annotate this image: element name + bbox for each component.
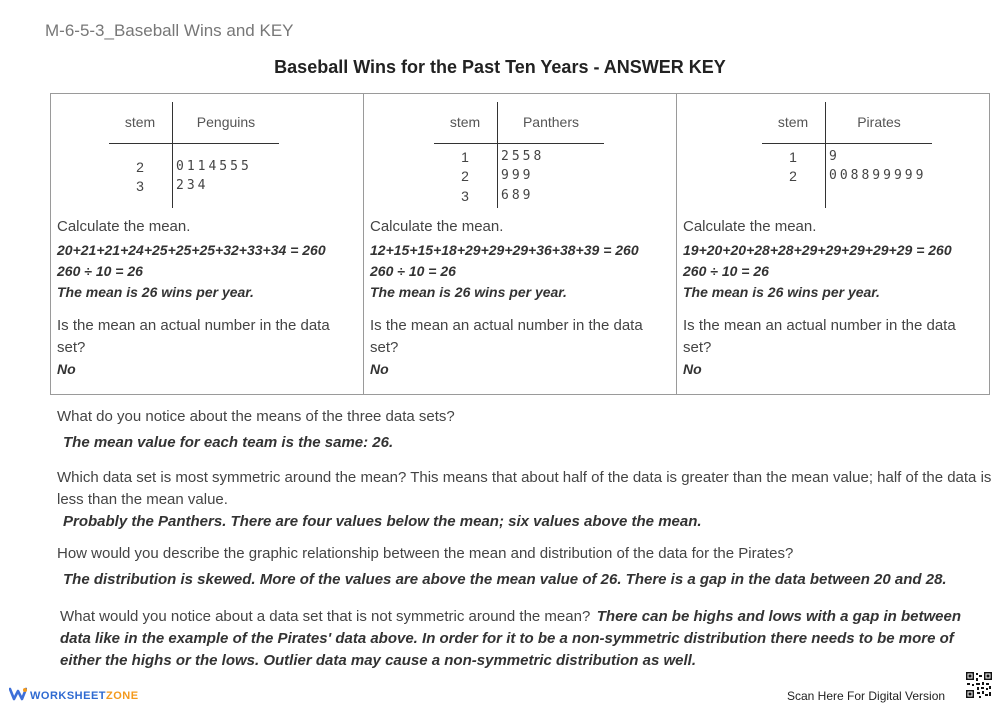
panel-pirates (677, 94, 989, 394)
sum-line: 20+21+21+24+25+25+25+32+33+34 = 260 (57, 242, 326, 258)
mean-line: The mean is 26 wins per year. (370, 284, 567, 300)
plot-row (434, 149, 604, 169)
stem-leaf-plot (109, 102, 279, 212)
stem-leaf-plot (762, 102, 932, 212)
panel-panthers (364, 94, 677, 394)
stem-value: 2 (789, 168, 797, 184)
mean-answer: No (57, 361, 76, 377)
stem-leaf-table (50, 93, 990, 395)
division-line: 260 ÷ 10 = 26 (370, 263, 456, 279)
qr-code-icon[interactable] (965, 671, 993, 699)
stem-value: 3 (461, 188, 469, 204)
answer-text: The mean value for each team is the same: 26. (63, 434, 394, 451)
plot-row (434, 188, 604, 208)
qa-block (57, 406, 992, 454)
leaf-values: 999 (501, 168, 534, 183)
leaf-values: 689 (501, 188, 534, 203)
document-id: M-6-5-3_Baseball Wins and KEY (45, 21, 294, 40)
plot-row (762, 149, 932, 169)
leaf-values: 9 (829, 149, 840, 164)
w-logo-icon (9, 686, 27, 706)
scan-caption: Scan Here For Digital Version (787, 689, 946, 703)
question-text: How would you describe the graphic relationship between the mean and distribution of the data for the Pirates? (57, 545, 794, 562)
sum-line: 12+15+15+18+29+29+29+36+38+39 = 260 (370, 242, 639, 258)
panel-text (370, 218, 670, 380)
plot-horizontal-line (434, 143, 604, 144)
panel-penguins (51, 94, 364, 394)
stem-value: 1 (461, 149, 469, 165)
question-text: What would you notice about a data set that is not symmetric around the mean? (60, 608, 591, 625)
question-text: Which data set is most symmetric around the mean? This means that about half of the data is greater than the mean value; half of the data is less than the mean value. (57, 469, 992, 508)
panel-text (683, 218, 983, 380)
panel-text (57, 218, 357, 380)
stem-value: 1 (789, 149, 797, 165)
division-line: 260 ÷ 10 = 26 (683, 263, 769, 279)
plot-row (762, 168, 932, 188)
team-header: Pirates (857, 114, 901, 130)
mean-question: Is the mean an actual number in the data set? (683, 317, 956, 356)
plot-row (434, 168, 604, 188)
worksheetzone-logo (9, 686, 139, 706)
page-title: Baseball Wins for the Past Ten Years - ANSWER KEY (274, 57, 726, 77)
leaf-values: 0114555 (176, 159, 252, 174)
mean-line: The mean is 26 wins per year. (57, 284, 254, 300)
qa-block (60, 606, 990, 672)
answer-text: Probably the Panthers. There are four values below the mean; six values above the mean. (63, 513, 702, 530)
leaf-values: 2558 (501, 149, 545, 164)
division-line: 260 ÷ 10 = 26 (57, 263, 143, 279)
answer-text: There can be highs and lows with a gap in between data like in the example of the Pirates' data above. In order for it to be a non-symmetric distribution there needs to be more of either the highs or the lows. Outlier data may cause a non-symmetric distribution as well. (60, 608, 961, 669)
plot-horizontal-line (109, 143, 279, 144)
mean-question: Is the mean an actual number in the data set? (370, 317, 643, 356)
team-header: Panthers (522, 114, 580, 130)
calc-prompt: Calculate the mean. (57, 218, 191, 235)
qa-block (57, 467, 992, 533)
mean-answer: No (683, 361, 702, 377)
team-header: Penguins (196, 114, 256, 130)
answer-text: The distribution is skewed. More of the values are above the mean value of 26. There is a gap in the data between 20 and 28. (63, 571, 947, 588)
leaf-values: 234 (176, 178, 209, 193)
stem-header: stem (449, 114, 481, 130)
question-text: What do you notice about the means of the three data sets? (57, 408, 455, 425)
stem-value: 2 (136, 159, 144, 175)
logo-text-worksheet: WORKSHEET (30, 690, 106, 702)
stem-leaf-plot (434, 102, 604, 212)
stem-value: 3 (136, 178, 144, 194)
stem-header: stem (124, 114, 156, 130)
calc-prompt: Calculate the mean. (683, 218, 817, 235)
plot-row (109, 178, 279, 198)
leaf-values: 008899999 (829, 168, 927, 183)
stem-value: 2 (461, 168, 469, 184)
sum-line: 19+20+20+28+28+29+29+29+29+29 = 260 (683, 242, 952, 258)
mean-question: Is the mean an actual number in the data set? (57, 317, 330, 356)
qa-block (57, 543, 992, 591)
mean-line: The mean is 26 wins per year. (683, 284, 880, 300)
plot-row (109, 159, 279, 179)
calc-prompt: Calculate the mean. (370, 218, 504, 235)
logo-text-zone: ZONE (106, 690, 139, 702)
plot-horizontal-line (762, 143, 932, 144)
mean-answer: No (370, 361, 389, 377)
stem-header: stem (777, 114, 809, 130)
